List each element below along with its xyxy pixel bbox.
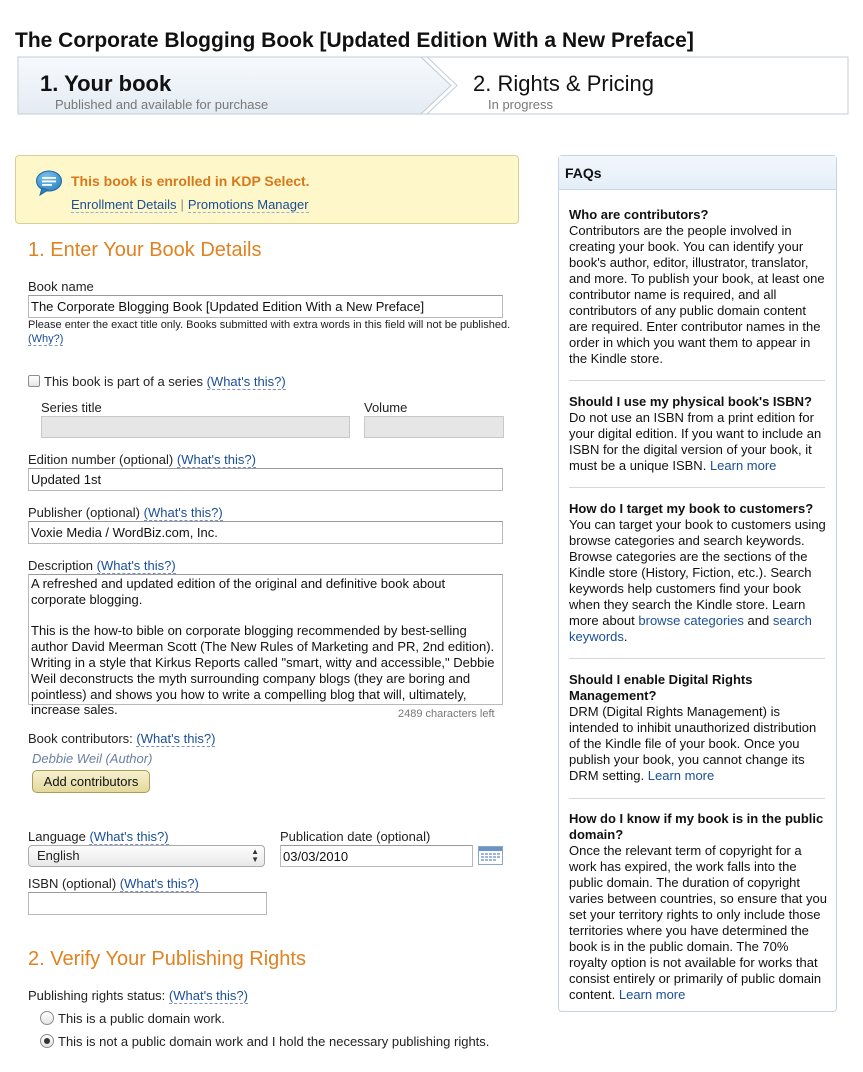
series-label-text: This book is part of a series bbox=[44, 374, 203, 389]
kdp-select-notice bbox=[15, 155, 519, 224]
faq-answer-text: Once the relevant term of copyright for a work has expired, the work falls into the public domain. The duration of copyright varies between countries, so ensure that you set your territory rights to only include those territories where you have determined the book is in the public domain. The 70% royalty option is not available for works that consist entirely or primarily of public domain content. bbox=[569, 843, 827, 1002]
kdp-select-message: This book is enrolled in KDP Select. bbox=[71, 173, 310, 189]
faq-header bbox=[559, 156, 836, 190]
edition-whats-this-link[interactable]: (What's this?) bbox=[176, 452, 256, 467]
step-2-title[interactable]: 2. Rights & Pricing bbox=[473, 71, 654, 96]
series-whats-this-link[interactable]: (What's this?) bbox=[206, 374, 286, 389]
contributors-whats-this-link[interactable]: (What's this?) bbox=[136, 731, 216, 746]
public-domain-radio[interactable] bbox=[40, 1011, 54, 1025]
add-contributors-button[interactable]: Add contributors bbox=[32, 770, 150, 793]
faq-question: Who are contributors? bbox=[569, 207, 709, 222]
edition-label-text: Edition number (optional) bbox=[28, 452, 174, 467]
not-public-domain-radio[interactable] bbox=[40, 1034, 54, 1048]
faq-end-text: . bbox=[623, 629, 628, 644]
faq-learn-more-link[interactable]: Learn more bbox=[709, 458, 777, 473]
language-label bbox=[28, 829, 169, 844]
isbn-whats-this-link[interactable]: (What's this?) bbox=[119, 876, 199, 891]
faq-answer bbox=[569, 843, 827, 1003]
public-domain-option-label: This is a public domain work. bbox=[58, 1011, 225, 1026]
rights-status-label-text: Publishing rights status: bbox=[28, 988, 166, 1003]
why-link[interactable]: (Why?) bbox=[28, 333, 64, 345]
language-whats-this-link[interactable]: (What's this?) bbox=[89, 829, 169, 844]
faq-answer bbox=[569, 517, 827, 645]
link-separator: | bbox=[180, 197, 184, 212]
speech-bubble-icon bbox=[35, 170, 63, 196]
language-label-text: Language bbox=[28, 829, 86, 844]
contributor-name[interactable]: Debbie Weil (Author) bbox=[32, 751, 153, 766]
book-name-input[interactable]: The Corporate Blogging Book [Updated Edition With a New Preface] bbox=[28, 295, 503, 318]
pubdate-input[interactable]: 03/03/2010 bbox=[280, 845, 473, 867]
description-whats-this-link[interactable]: (What's this?) bbox=[96, 558, 176, 573]
rights-whats-this-link[interactable]: (What's this?) bbox=[168, 988, 248, 1003]
rights-status-label bbox=[28, 988, 248, 1003]
not-public-domain-option-label: This is not a public domain work and I hold the necessary publishing rights. bbox=[58, 1034, 490, 1049]
book-name-label: Book name bbox=[28, 279, 94, 294]
faq-learn-more-link[interactable]: Learn more bbox=[647, 768, 715, 783]
language-select[interactable] bbox=[28, 845, 265, 867]
faq-answer-text: You can target your book to customers using browse categories and search keywords. Browse categories are the sections of the Kindle store (History, Fiction, etc.). Search keywords help customers find your book when they search the Kindle store. Learn more about bbox=[569, 517, 826, 628]
description-text: A refreshed and updated edition of the original and definitive book about corporate blogging. This is the how-to bible on corporate blogging recommended by best-selling author David Meerman Scott (The New Rules of Marketing and PR, 2nd edition). Writing in a style that Kirkus Reports called "smart, witty and accessible," Debbie Weil deconstructs the myth surrounding company blogs (they are boring and pointless) and shows you how to write a compelling blog that will, ultimately, increase sales. bbox=[31, 576, 495, 718]
step-2-subtitle: In progress bbox=[488, 97, 554, 112]
isbn-label bbox=[28, 876, 199, 891]
faq-divider bbox=[569, 380, 825, 381]
faq-and-text: and bbox=[747, 613, 770, 628]
faq-item-isbn bbox=[569, 394, 827, 474]
faq-title: FAQs bbox=[565, 165, 602, 181]
section-1-heading: 1. Enter Your Book Details bbox=[28, 239, 262, 261]
characters-left: 2489 characters left bbox=[398, 708, 495, 720]
browse-categories-link[interactable]: browse categories bbox=[638, 613, 744, 628]
wizard-steps bbox=[17, 56, 849, 115]
step-1-title[interactable]: 1. Your book bbox=[40, 71, 172, 96]
publisher-whats-this-link[interactable]: (What's this?) bbox=[143, 505, 223, 520]
faq-answer-text: DRM (Digital Rights Management) is intended to inhibit unauthorized distribution of the Kindle file of your book. Once you publish your book, you cannot change its DRM setting. bbox=[569, 704, 817, 783]
publisher-input[interactable]: Voxie Media / WordBiz.com, Inc. bbox=[28, 521, 503, 544]
faq-panel bbox=[558, 155, 837, 1012]
step-1-subtitle: Published and available for purchase bbox=[55, 97, 269, 112]
faq-divider bbox=[569, 487, 825, 488]
isbn-input[interactable] bbox=[28, 892, 267, 915]
publisher-label-text: Publisher (optional) bbox=[28, 505, 141, 520]
faq-answer bbox=[569, 704, 827, 784]
faq-item-targeting bbox=[569, 501, 827, 645]
faq-divider bbox=[569, 658, 825, 659]
enrollment-details-link[interactable]: Enrollment Details bbox=[71, 197, 177, 212]
edition-input[interactable]: Updated 1st bbox=[28, 468, 503, 491]
faq-item-drm bbox=[569, 672, 827, 784]
language-selected: English bbox=[37, 848, 80, 863]
isbn-label-text: ISBN (optional) bbox=[28, 876, 117, 891]
faq-divider bbox=[569, 798, 825, 799]
description-label-text: Description bbox=[28, 558, 94, 573]
volume-input[interactable] bbox=[364, 416, 504, 438]
faq-item-public-domain bbox=[569, 811, 827, 1003]
contributors-label-text: Book contributors: bbox=[28, 731, 133, 746]
faq-question: Should I enable Digital Rights Management? bbox=[569, 672, 753, 703]
search-keywords-link[interactable]: search keywords bbox=[569, 613, 812, 644]
promotions-manager-link[interactable]: Promotions Manager bbox=[187, 197, 309, 212]
edition-label bbox=[28, 452, 256, 467]
faq-question: How do I know if my book is in the public domain? bbox=[569, 811, 824, 842]
kdp-links bbox=[71, 197, 309, 212]
book-name-hint: Please enter the exact title only. Books submitted with extra words in this field will not be published. bbox=[28, 319, 511, 331]
section-2-heading: 2. Verify Your Publishing Rights bbox=[28, 948, 306, 970]
contributors-label bbox=[28, 731, 215, 746]
faq-learn-more-link[interactable]: Learn more bbox=[618, 987, 686, 1002]
publisher-label bbox=[28, 505, 223, 520]
description-label bbox=[28, 558, 176, 573]
series-title-input[interactable] bbox=[41, 416, 350, 438]
faq-item-contributors bbox=[569, 207, 827, 367]
pubdate-label: Publication date (optional) bbox=[280, 829, 431, 844]
volume-label: Volume bbox=[364, 400, 408, 415]
page-title: The Corporate Blogging Book [Updated Edition With a New Preface] bbox=[15, 29, 694, 52]
calendar-icon[interactable] bbox=[478, 846, 503, 865]
series-checkbox-label bbox=[44, 374, 286, 389]
series-checkbox[interactable] bbox=[28, 375, 40, 387]
faq-answer bbox=[569, 410, 827, 474]
series-title-label: Series title bbox=[41, 400, 102, 415]
faq-answer: Contributors are the people involved in creating your book. You can identify your book's author, editor, illustrator, translator, and more. To publish your book, at least one contributor name is required, and all contributors of any public domain content are required. Enter contributor names in the order in which you want them to appear in the Kindle store. bbox=[569, 223, 825, 366]
select-arrows-icon: ▲ ▼ bbox=[251, 847, 259, 864]
faq-question: How do I target my book to customers? bbox=[569, 501, 814, 516]
faq-question: Should I use my physical book's ISBN? bbox=[569, 394, 812, 409]
faq-answer-text: Do not use an ISBN from a print edition for your digital edition. If you want to include an ISBN for the digital version of your book, it must be a unique ISBN. bbox=[569, 410, 822, 473]
